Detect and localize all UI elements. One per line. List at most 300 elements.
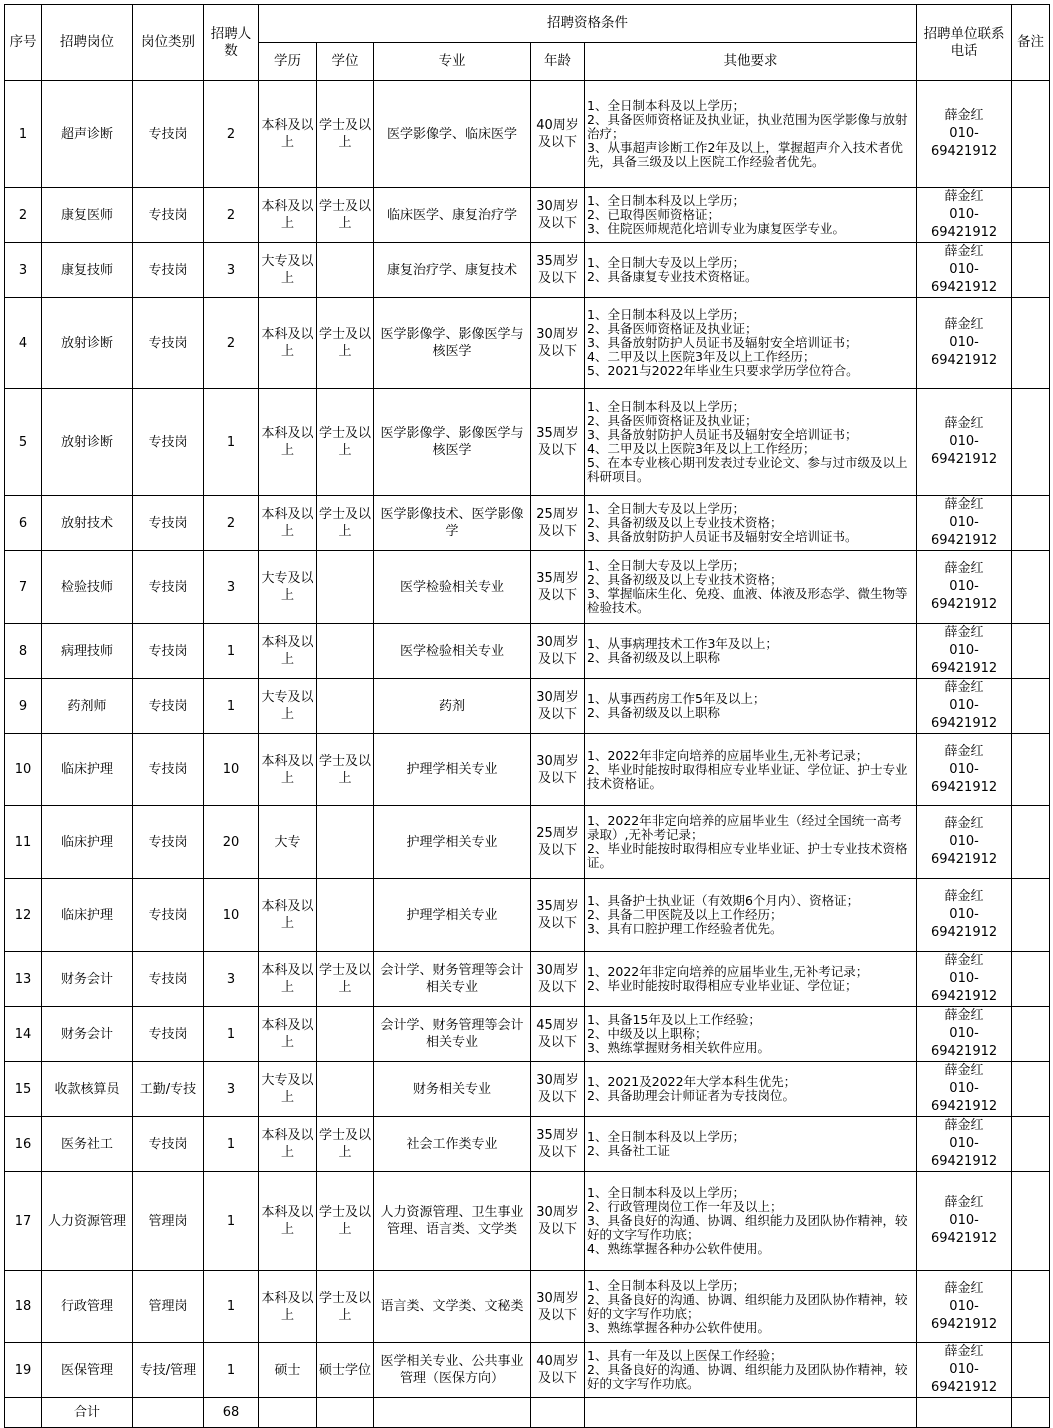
contact-area-code: 010- xyxy=(949,1136,979,1151)
row-requirements xyxy=(585,1062,917,1117)
contact-phone: 69421912 xyxy=(930,225,998,240)
row-count: 3 xyxy=(204,952,259,1007)
requirement-item: 2、毕业时能按时取得相应专业毕业证、护士专业技术资格证。 xyxy=(587,841,908,870)
contact-area-code: 010- xyxy=(949,761,979,777)
contact-name: 薛金红 xyxy=(944,743,984,759)
row-remark xyxy=(1012,952,1050,1007)
table-row xyxy=(5,952,1050,1007)
contact-name: 薛金红 xyxy=(944,1063,984,1078)
contact-area-code: 010- xyxy=(949,335,979,350)
row-no: 9 xyxy=(5,679,42,734)
requirement-item: 2、已取得医师资格证； xyxy=(587,207,720,222)
row-contact xyxy=(917,1117,1012,1172)
contact-area-code: 010- xyxy=(949,1213,979,1228)
contact-phone: 69421912 xyxy=(930,1231,998,1246)
total-no-cell xyxy=(5,1398,42,1428)
contact-phone: 69421912 xyxy=(930,779,998,795)
row-education: 硕士 xyxy=(259,1343,317,1398)
requirement-item: 1、具有一年及以上医保工作经验； xyxy=(587,1348,783,1363)
row-age: 35周岁及以下 xyxy=(531,879,585,952)
requirement-item: 1、从事西药房工作5年及以上； xyxy=(587,691,766,706)
table-body xyxy=(5,81,1050,1398)
row-contact xyxy=(917,952,1012,1007)
requirement-item: 1、全日制大专及以上学历； xyxy=(587,501,745,516)
row-contact xyxy=(917,679,1012,734)
header-category: 岗位类别 xyxy=(133,5,204,81)
row-category: 专技岗 xyxy=(133,551,204,624)
requirement-item: 2、具备初级及以上职称 xyxy=(587,650,720,665)
row-count: 3 xyxy=(204,1062,259,1117)
row-count: 3 xyxy=(204,243,259,298)
total-degree-cell xyxy=(317,1398,374,1428)
contact-area-code: 010- xyxy=(949,698,979,713)
row-count: 1 xyxy=(204,1172,259,1271)
table-row xyxy=(5,496,1050,551)
table-row xyxy=(5,879,1050,952)
contact-phone: 69421912 xyxy=(930,533,998,548)
row-age: 30周岁及以下 xyxy=(531,298,585,389)
requirement-item: 1、2021及2022年大学本科生优先； xyxy=(587,1074,797,1089)
row-no: 6 xyxy=(5,496,42,551)
row-count: 1 xyxy=(204,679,259,734)
requirement-item: 3、熟练掌握财务相关软件应用。 xyxy=(587,1040,770,1055)
row-requirements xyxy=(585,624,917,679)
row-contact xyxy=(917,298,1012,389)
row-requirements xyxy=(585,1271,917,1343)
row-no: 7 xyxy=(5,551,42,624)
row-education: 本科及以上 xyxy=(259,188,317,243)
row-major: 医学影像学、影像医学与核医学 xyxy=(374,389,531,496)
row-age: 45周岁及以下 xyxy=(531,1007,585,1062)
requirement-item: 2、具备社工证 xyxy=(587,1143,670,1158)
row-count: 1 xyxy=(204,1117,259,1172)
row-education: 大专及以上 xyxy=(259,679,317,734)
requirement-item: 2、具备医师资格证及执业证，执业范围为医学影像与放射治疗； xyxy=(587,112,908,141)
requirement-item: 4、二甲及以上医院3年及以上工作经历； xyxy=(587,441,816,456)
contact-phone: 69421912 xyxy=(930,1044,998,1059)
header-contact: 招聘单位联系电话 xyxy=(917,5,1012,81)
row-education: 本科及以上 xyxy=(259,952,317,1007)
row-remark xyxy=(1012,734,1050,806)
row-education: 大专及以上 xyxy=(259,243,317,298)
requirement-item: 1、全日制本科及以上学历； xyxy=(587,1185,745,1200)
row-age: 35周岁及以下 xyxy=(531,551,585,624)
row-requirements xyxy=(585,679,917,734)
requirement-item: 1、全日制本科及以上学历； xyxy=(587,1277,745,1293)
contact-name: 薛金红 xyxy=(944,416,984,431)
contact-area-code: 010- xyxy=(949,207,979,222)
header-count: 招聘人数 xyxy=(204,5,259,81)
row-contact xyxy=(917,496,1012,551)
table-row xyxy=(5,806,1050,879)
contact-area-code: 010- xyxy=(949,907,979,922)
requirement-item: 2、具备初级及以上职称 xyxy=(587,705,720,720)
row-degree xyxy=(317,1007,374,1062)
requirement-item: 2、具备医师资格证及执业证； xyxy=(587,321,758,336)
row-major: 药剂 xyxy=(374,679,531,734)
row-remark xyxy=(1012,1271,1050,1343)
requirement-item: 3、掌握临床生化、免疫、血液、体液及形态学、微生物等检验技术。 xyxy=(587,586,908,615)
requirement-item: 1、具备护士执业证（有效期6个月内）、资格证； xyxy=(587,893,860,908)
row-requirements xyxy=(585,551,917,624)
row-contact xyxy=(917,879,1012,952)
requirement-item: 1、全日制本科及以上学历； xyxy=(587,98,745,113)
row-degree xyxy=(317,1062,374,1117)
requirement-item: 2、具备良好的沟通、协调、组织能力及团队协作精神，较好的文字写作功底； xyxy=(587,1291,908,1321)
row-age: 40周岁及以下 xyxy=(531,1343,585,1398)
table-row xyxy=(5,1172,1050,1271)
row-remark xyxy=(1012,496,1050,551)
contact-phone: 69421912 xyxy=(930,280,998,295)
header-no: 序号 xyxy=(5,5,42,81)
row-major: 会计学、财务管理等会计相关专业 xyxy=(374,1007,531,1062)
row-age: 25周岁及以下 xyxy=(531,496,585,551)
contact-phone: 69421912 xyxy=(930,661,998,676)
contact-phone: 69421912 xyxy=(930,852,998,867)
row-major: 康复治疗学、康复技术 xyxy=(374,243,531,298)
contact-area-code: 010- xyxy=(949,643,979,658)
header-remark: 备注 xyxy=(1012,5,1050,81)
row-degree: 学士及以上 xyxy=(317,952,374,1007)
table-row xyxy=(5,551,1050,624)
total-row xyxy=(5,1398,1050,1428)
row-major: 医学相关专业、公共事业管理（医保方向） xyxy=(374,1343,531,1398)
row-category: 专技岗 xyxy=(133,952,204,1007)
row-degree: 学士及以上 xyxy=(317,81,374,188)
row-age: 30周岁及以下 xyxy=(531,952,585,1007)
row-position: 病理技师 xyxy=(42,624,133,679)
contact-area-code: 010- xyxy=(949,971,979,986)
row-requirements xyxy=(585,734,917,806)
total-education-cell xyxy=(259,1398,317,1428)
row-major: 语言类、文学类、文秘类 xyxy=(374,1271,531,1343)
requirement-item: 2、毕业时能按时取得相应专业毕业证、学位证、护士专业技术资格证。 xyxy=(587,761,908,791)
row-education: 本科及以上 xyxy=(259,1117,317,1172)
row-count: 1 xyxy=(204,624,259,679)
row-degree: 学士及以上 xyxy=(317,1172,374,1271)
row-education: 本科及以上 xyxy=(259,389,317,496)
row-contact xyxy=(917,551,1012,624)
row-degree: 学士及以上 xyxy=(317,389,374,496)
row-contact xyxy=(917,624,1012,679)
contact-phone: 69421912 xyxy=(930,925,998,940)
row-education: 本科及以上 xyxy=(259,734,317,806)
contact-area-code: 010- xyxy=(949,1081,979,1096)
row-degree: 学士及以上 xyxy=(317,298,374,389)
requirement-item: 1、全日制本科及以上学历； xyxy=(587,193,745,208)
total-label: 合计 xyxy=(42,1398,133,1428)
row-major: 医学检验相关专业 xyxy=(374,551,531,624)
row-degree: 学士及以上 xyxy=(317,1271,374,1343)
row-requirements xyxy=(585,806,917,879)
contact-name: 薛金红 xyxy=(944,1118,984,1133)
row-contact xyxy=(917,1062,1012,1117)
row-no: 3 xyxy=(5,243,42,298)
row-position: 人力资源管理 xyxy=(42,1172,133,1271)
row-age: 30周岁及以下 xyxy=(531,1062,585,1117)
requirement-item: 1、具备15年及以上工作经验； xyxy=(587,1012,761,1027)
row-degree: 学士及以上 xyxy=(317,1117,374,1172)
row-major: 财务相关专业 xyxy=(374,1062,531,1117)
row-category: 专技岗 xyxy=(133,624,204,679)
row-count: 3 xyxy=(204,551,259,624)
contact-phone: 69421912 xyxy=(930,989,998,1004)
table-row xyxy=(5,389,1050,496)
row-no: 14 xyxy=(5,1007,42,1062)
table-row xyxy=(5,734,1050,806)
row-count: 1 xyxy=(204,1271,259,1343)
contact-name: 薛金红 xyxy=(944,680,984,695)
contact-area-code: 010- xyxy=(949,126,979,141)
row-position: 财务会计 xyxy=(42,1007,133,1062)
row-position: 药剂师 xyxy=(42,679,133,734)
row-position: 康复医师 xyxy=(42,188,133,243)
contact-name: 薛金红 xyxy=(944,816,984,831)
total-remark-cell xyxy=(1012,1398,1050,1428)
row-requirements xyxy=(585,952,917,1007)
row-remark xyxy=(1012,298,1050,389)
row-position: 临床护理 xyxy=(42,879,133,952)
row-no: 11 xyxy=(5,806,42,879)
row-remark xyxy=(1012,1007,1050,1062)
row-education: 大专及以上 xyxy=(259,1062,317,1117)
contact-area-code: 010- xyxy=(949,262,979,277)
requirement-item: 3、住院医师规范化培训专业为康复医学专业。 xyxy=(587,221,845,236)
row-position: 收款核算员 xyxy=(42,1062,133,1117)
row-category: 工勤/专技 xyxy=(133,1062,204,1117)
requirement-item: 1、全日制大专及以上学历； xyxy=(587,255,745,270)
requirement-item: 1、2022年非定向培养的应届毕业生（经过全国统一高考录取）,无补考记录； xyxy=(587,813,902,842)
row-major: 临床医学、康复治疗学 xyxy=(374,188,531,243)
row-remark xyxy=(1012,1172,1050,1271)
total-contact-cell xyxy=(917,1398,1012,1428)
row-major: 护理学相关专业 xyxy=(374,806,531,879)
row-category: 专技岗 xyxy=(133,496,204,551)
row-count: 20 xyxy=(204,806,259,879)
row-requirements xyxy=(585,389,917,496)
row-education: 本科及以上 xyxy=(259,298,317,389)
total-major-cell xyxy=(374,1398,531,1428)
requirement-item: 1、2022年非定向培养的应届毕业生,无补考记录； xyxy=(587,747,869,763)
row-major: 医学影像学、临床医学 xyxy=(374,81,531,188)
row-requirements xyxy=(585,879,917,952)
row-age: 25周岁及以下 xyxy=(531,806,585,879)
contact-phone: 69421912 xyxy=(930,353,998,368)
requirement-item: 5、在本专业核心期刊发表过专业论文、参与过市级及以上科研项目。 xyxy=(587,455,908,484)
row-category: 专技岗 xyxy=(133,734,204,806)
requirement-item: 1、全日制本科及以上学历； xyxy=(587,1129,745,1144)
row-position: 医保管理 xyxy=(42,1343,133,1398)
row-no: 18 xyxy=(5,1271,42,1343)
row-degree xyxy=(317,243,374,298)
contact-area-code: 010- xyxy=(949,515,979,530)
row-count: 2 xyxy=(204,496,259,551)
row-remark xyxy=(1012,624,1050,679)
row-remark xyxy=(1012,879,1050,952)
row-count: 2 xyxy=(204,81,259,188)
row-position: 康复技师 xyxy=(42,243,133,298)
requirement-item: 2、具备二甲医院及以上工作经历； xyxy=(587,907,783,922)
row-major: 社会工作类专业 xyxy=(374,1117,531,1172)
table-row xyxy=(5,188,1050,243)
row-count: 10 xyxy=(204,734,259,806)
row-category: 专技/管理 xyxy=(133,1343,204,1398)
row-education: 本科及以上 xyxy=(259,624,317,679)
row-degree: 学士及以上 xyxy=(317,734,374,806)
row-education: 大专 xyxy=(259,806,317,879)
row-major: 医学影像学、影像医学与核医学 xyxy=(374,298,531,389)
contact-area-code: 010- xyxy=(949,1298,979,1314)
row-degree xyxy=(317,879,374,952)
contact-name: 薛金红 xyxy=(944,189,984,204)
row-count: 2 xyxy=(204,298,259,389)
row-contact xyxy=(917,188,1012,243)
row-contact xyxy=(917,806,1012,879)
contact-name: 薛金红 xyxy=(944,497,984,512)
row-major: 护理学相关专业 xyxy=(374,734,531,806)
row-no: 5 xyxy=(5,389,42,496)
row-position: 放射诊断 xyxy=(42,389,133,496)
row-age: 30周岁及以下 xyxy=(531,679,585,734)
row-major: 医学影像技术、医学影像学 xyxy=(374,496,531,551)
requirement-item: 1、2022年非定向培养的应届毕业生,无补考记录； xyxy=(587,964,869,979)
row-category: 专技岗 xyxy=(133,81,204,188)
row-category: 管理岗 xyxy=(133,1172,204,1271)
header-degree: 学位 xyxy=(317,43,374,81)
total-category-cell xyxy=(133,1398,204,1428)
row-no: 15 xyxy=(5,1062,42,1117)
row-age: 30周岁及以下 xyxy=(531,188,585,243)
row-category: 专技岗 xyxy=(133,1007,204,1062)
row-no: 12 xyxy=(5,879,42,952)
row-education: 本科及以上 xyxy=(259,1007,317,1062)
row-remark xyxy=(1012,679,1050,734)
row-no: 10 xyxy=(5,734,42,806)
row-no: 2 xyxy=(5,188,42,243)
header-other: 其他要求 xyxy=(585,43,917,81)
row-count: 1 xyxy=(204,389,259,496)
row-position: 检验技师 xyxy=(42,551,133,624)
row-education: 本科及以上 xyxy=(259,1271,317,1343)
requirement-item: 2、具备良好的沟通、协调、组织能力及团队协作精神，较好的文字写作功底。 xyxy=(587,1362,908,1391)
row-position: 放射技术 xyxy=(42,496,133,551)
table-row xyxy=(5,1271,1050,1343)
row-contact xyxy=(917,734,1012,806)
requirement-item: 3、具备放射防护人员证书及辐射安全培训证书； xyxy=(587,427,858,442)
requirement-item: 3、从事超声诊断工作2年及以上，掌握超声介入技术者优先，具备三级及以上医院工作经验者优先。 xyxy=(587,140,903,169)
row-major: 会计学、财务管理等会计相关专业 xyxy=(374,952,531,1007)
contact-name: 薛金红 xyxy=(944,108,984,123)
row-remark xyxy=(1012,1062,1050,1117)
contact-area-code: 010- xyxy=(949,834,979,849)
table-row xyxy=(5,243,1050,298)
contact-name: 薛金红 xyxy=(944,561,984,576)
requirement-item: 1、从事病理技术工作3年及以上； xyxy=(587,636,778,651)
row-remark xyxy=(1012,188,1050,243)
row-category: 专技岗 xyxy=(133,389,204,496)
row-contact xyxy=(917,81,1012,188)
row-position: 医务社工 xyxy=(42,1117,133,1172)
row-education: 大专及以上 xyxy=(259,551,317,624)
row-age: 35周岁及以下 xyxy=(531,389,585,496)
row-no: 16 xyxy=(5,1117,42,1172)
requirement-item: 1、全日制大专及以上学历； xyxy=(587,558,745,573)
row-category: 专技岗 xyxy=(133,188,204,243)
requirement-item: 2、具备初级及以上专业技术资格； xyxy=(587,572,783,587)
requirement-item: 2、具备助理会计师证者为专技岗位。 xyxy=(587,1088,795,1103)
requirement-item: 2、行政管理岗位工作一年及以上； xyxy=(587,1199,783,1214)
contact-name: 薛金红 xyxy=(944,244,984,259)
row-education: 本科及以上 xyxy=(259,496,317,551)
row-requirements xyxy=(585,188,917,243)
requirement-item: 2、毕业时能按时取得相应专业毕业证、学位证； xyxy=(587,978,858,993)
total-count: 68 xyxy=(204,1398,259,1428)
row-requirements xyxy=(585,81,917,188)
row-category: 专技岗 xyxy=(133,679,204,734)
row-contact xyxy=(917,1343,1012,1398)
row-category: 管理岗 xyxy=(133,1271,204,1343)
row-position: 临床护理 xyxy=(42,806,133,879)
requirement-item: 3、具备良好的沟通、协调、组织能力及团队协作精神，较好的文字写作功底； xyxy=(587,1213,908,1242)
table-row xyxy=(5,1062,1050,1117)
row-degree xyxy=(317,679,374,734)
total-age-cell xyxy=(531,1398,585,1428)
requirement-item: 2、具备初级及以上专业技术资格； xyxy=(587,515,783,530)
contact-name: 薛金红 xyxy=(944,1008,984,1023)
contact-phone: 69421912 xyxy=(930,716,998,731)
row-no: 4 xyxy=(5,298,42,389)
row-requirements xyxy=(585,1172,917,1271)
row-remark xyxy=(1012,1343,1050,1398)
requirement-item: 4、熟练掌握各种办公软件使用。 xyxy=(587,1241,770,1256)
contact-phone: 69421912 xyxy=(930,1316,998,1332)
row-education: 本科及以上 xyxy=(259,879,317,952)
row-requirements xyxy=(585,1343,917,1398)
contact-phone: 69421912 xyxy=(930,597,998,612)
requirement-item: 1、全日制本科及以上学历； xyxy=(587,399,745,414)
row-remark xyxy=(1012,1117,1050,1172)
header-education: 学历 xyxy=(259,43,317,81)
row-remark xyxy=(1012,81,1050,188)
row-position: 放射诊断 xyxy=(42,298,133,389)
row-no: 1 xyxy=(5,81,42,188)
contact-area-code: 010- xyxy=(949,434,979,449)
row-no: 19 xyxy=(5,1343,42,1398)
table-row xyxy=(5,298,1050,389)
requirement-item: 3、具备放射防护人员证书及辐射安全培训证书； xyxy=(587,335,858,350)
contact-phone: 69421912 xyxy=(930,1099,998,1114)
row-contact xyxy=(917,1271,1012,1343)
requirement-item: 4、二甲及以上医院3年及以上工作经历； xyxy=(587,349,816,364)
row-degree: 学士及以上 xyxy=(317,496,374,551)
table-row xyxy=(5,679,1050,734)
row-age: 40周岁及以下 xyxy=(531,81,585,188)
row-no: 17 xyxy=(5,1172,42,1271)
row-category: 专技岗 xyxy=(133,298,204,389)
requirement-item: 2、具备医师资格证及执业证； xyxy=(587,413,758,428)
row-position: 超声诊断 xyxy=(42,81,133,188)
row-age: 30周岁及以下 xyxy=(531,1172,585,1271)
row-requirements xyxy=(585,298,917,389)
row-age: 30周岁及以下 xyxy=(531,624,585,679)
row-age: 35周岁及以下 xyxy=(531,1117,585,1172)
row-position: 财务会计 xyxy=(42,952,133,1007)
row-degree: 硕士学位 xyxy=(317,1343,374,1398)
row-age: 30周岁及以下 xyxy=(531,1271,585,1343)
row-category: 专技岗 xyxy=(133,879,204,952)
table-row xyxy=(5,624,1050,679)
row-education: 本科及以上 xyxy=(259,81,317,188)
